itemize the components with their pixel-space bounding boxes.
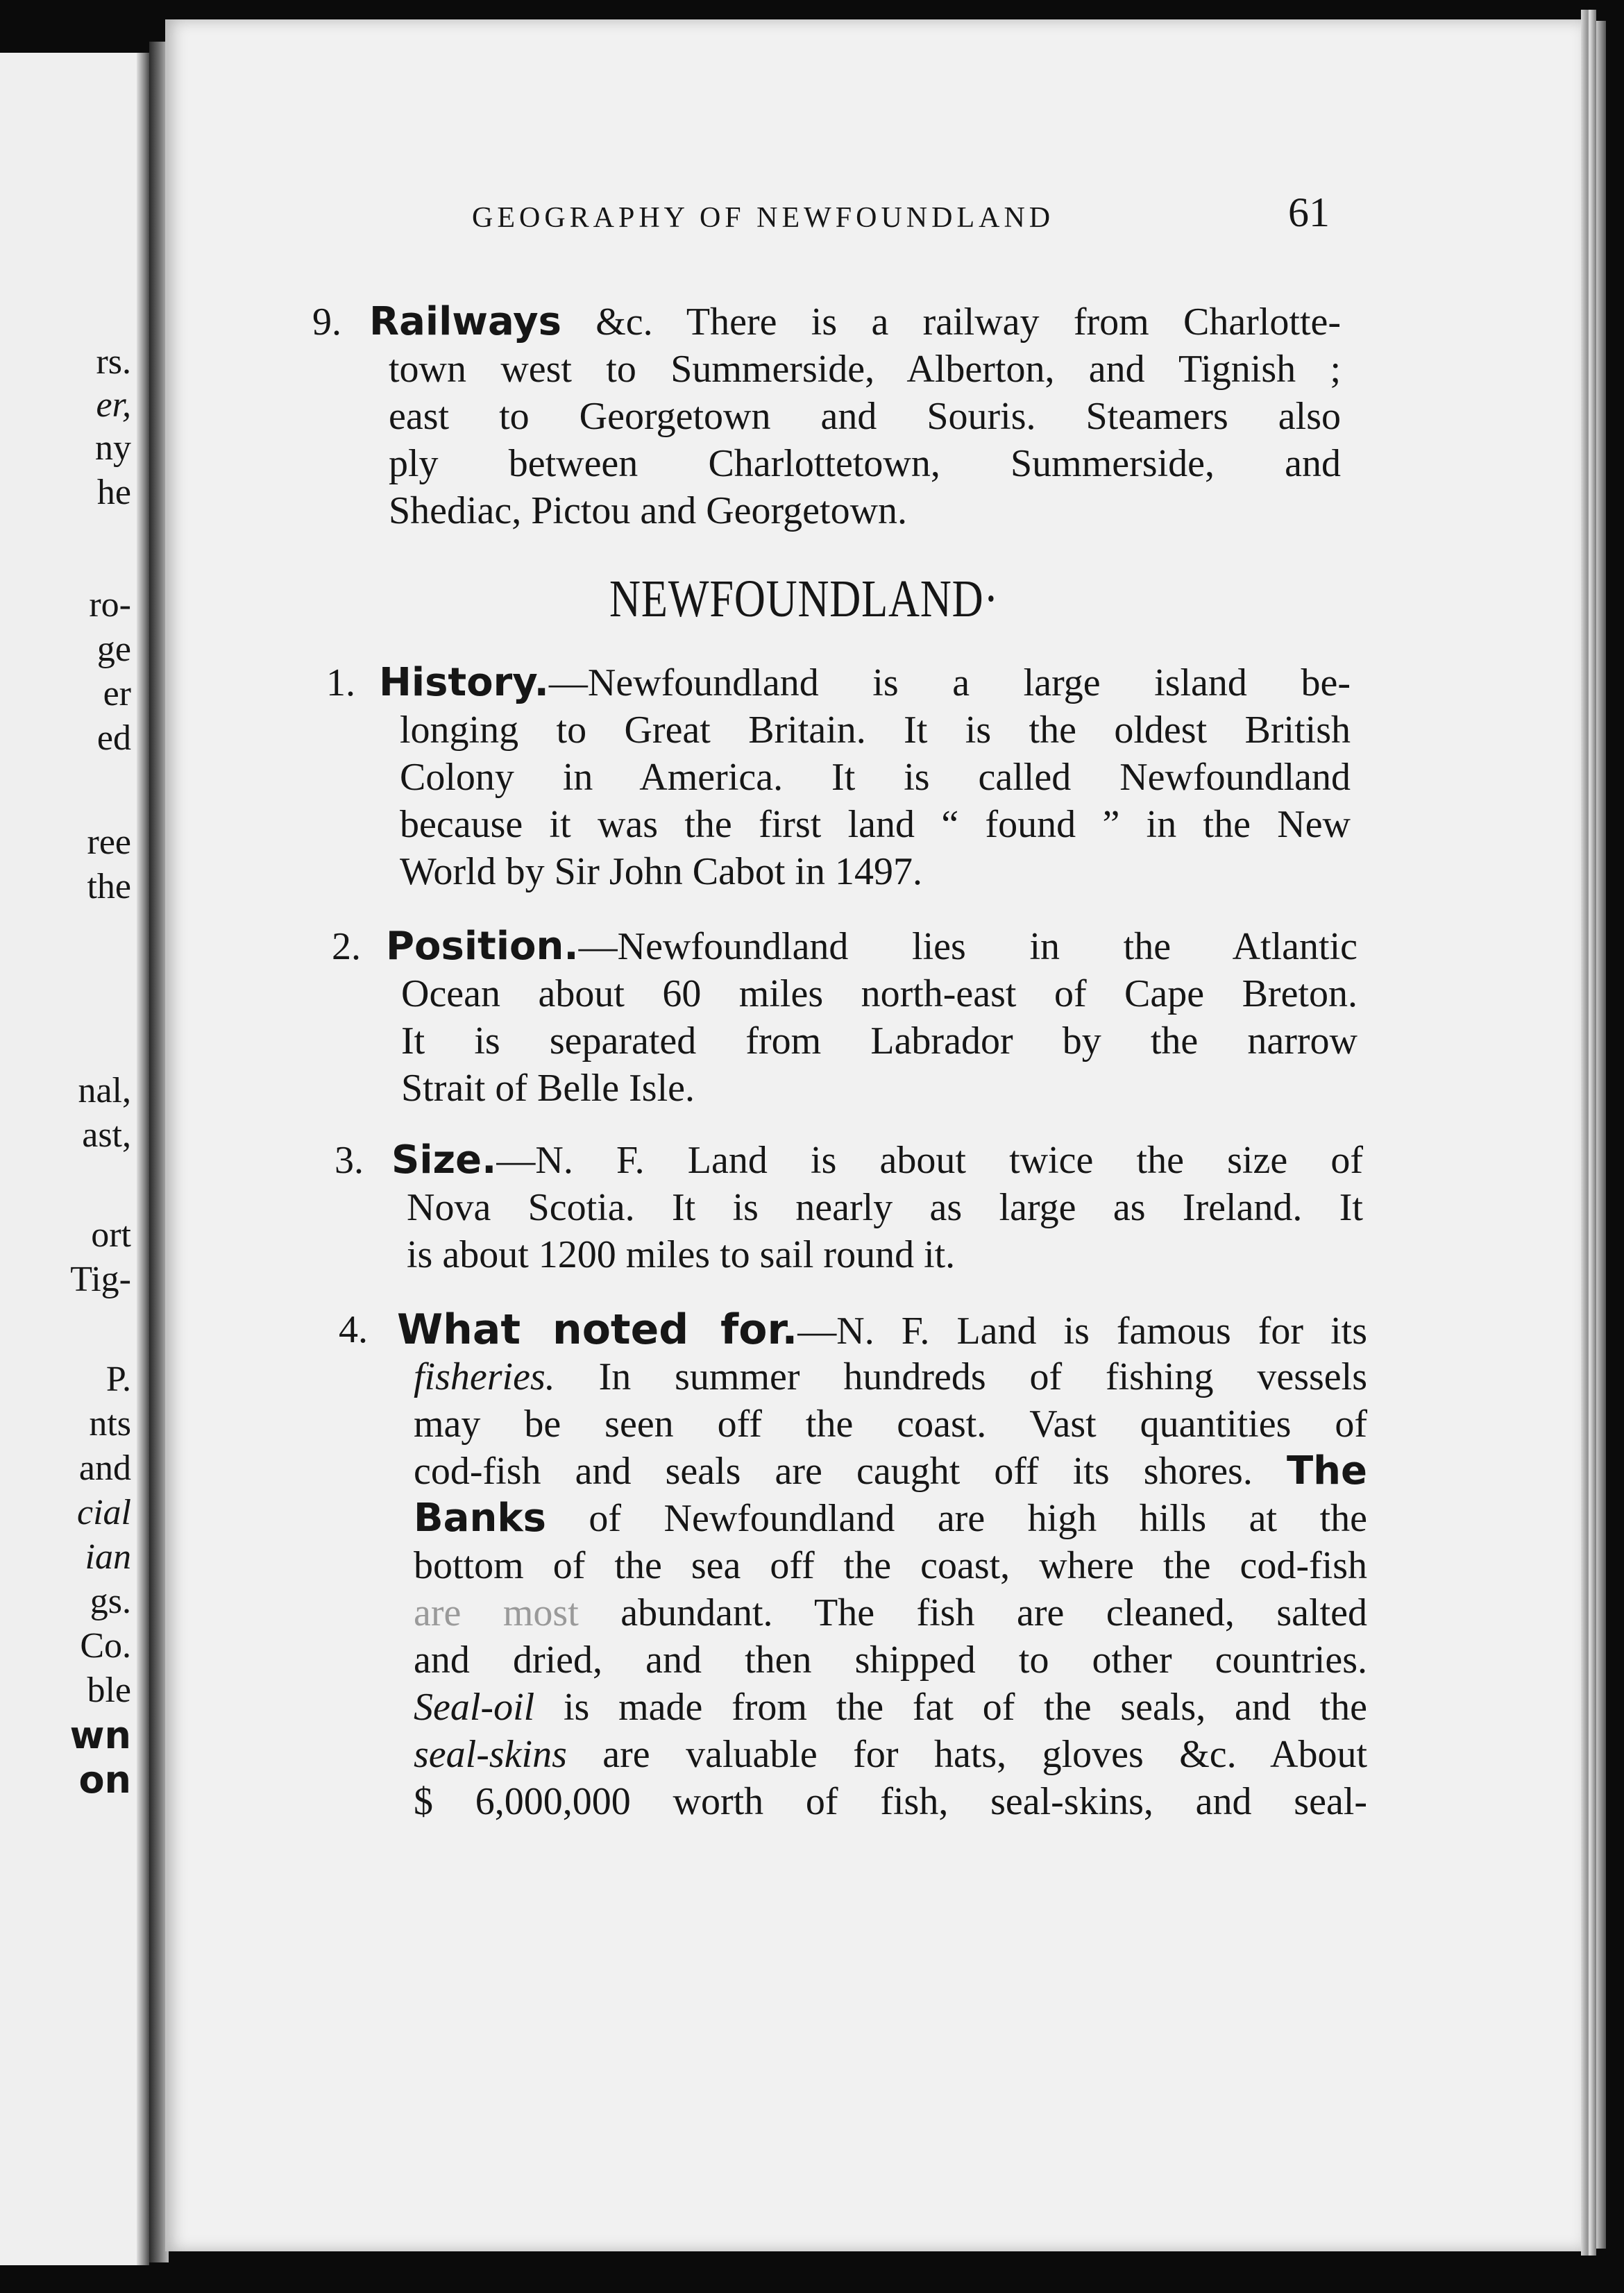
entry-body <box>379 659 1351 706</box>
page-gutter-shadow <box>137 53 149 2265</box>
bold-term: The <box>1286 1448 1367 1494</box>
entry-number: 4. <box>339 1308 368 1351</box>
left-page-fragment: ro- <box>89 585 131 625</box>
left-page-fragment: ian <box>85 1537 131 1577</box>
bold-term: Banks <box>414 1496 546 1541</box>
entry-body <box>397 1306 1367 1355</box>
text-line: World by Sir John Cabot in 1497. <box>400 850 923 893</box>
section-title: NEWFOUNDLAND· <box>609 570 999 628</box>
page-edge-stack <box>1596 21 1606 2249</box>
left-page-fragment: Co. <box>80 1626 131 1666</box>
entry-heading: Position. <box>386 924 579 969</box>
previous-page <box>0 53 149 2265</box>
text-line: and dried, and then shipped to other countries. <box>414 1639 1367 1682</box>
text-line: is about 1200 miles to sail round it. <box>407 1233 956 1276</box>
text-line <box>391 1137 1363 1184</box>
left-page-fragment: ast, <box>82 1115 131 1155</box>
text-fragment: abundant. The fish are cleaned, salted <box>578 1591 1367 1634</box>
text-fragment: is made from the fat of the seals, and the <box>534 1686 1367 1729</box>
text-line <box>369 298 1341 346</box>
left-page-fragment: ort <box>91 1215 131 1255</box>
italic-term: seal-skins <box>414 1733 567 1776</box>
text-line <box>386 923 1357 970</box>
left-page-fragment: gs. <box>90 1582 131 1621</box>
entry-body-cont <box>400 706 1351 895</box>
text-fragment: —N. F. Land is famous for its <box>797 1310 1367 1353</box>
left-page-fragment: wn <box>69 1714 131 1757</box>
text-line: Ocean about 60 miles north-east of Cape Breton. <box>401 972 1357 1015</box>
entry-body-cont <box>414 1353 1367 1825</box>
left-page-fragment: he <box>96 473 131 512</box>
text-line <box>414 1589 1367 1636</box>
text-fragment: —Newfoundland is a large island be- <box>548 661 1351 704</box>
italic-term: fisheries. <box>414 1355 555 1398</box>
left-page-fragment: the <box>87 867 131 906</box>
text-fragment: &c. There is a railway from Charlotte- <box>561 301 1341 344</box>
entry-heading: Railways <box>369 299 561 344</box>
entry-body <box>369 298 1341 346</box>
left-page-fragment: nal, <box>78 1071 131 1110</box>
left-page-fragment: cial <box>77 1493 131 1532</box>
left-page-fragment: rs. <box>96 342 131 382</box>
left-page-fragment: er <box>103 674 131 713</box>
text-line <box>414 1495 1367 1542</box>
left-page-fragment: ny <box>95 428 131 468</box>
left-page-fragment: ed <box>96 718 131 758</box>
left-page-fragment: on <box>78 1758 131 1802</box>
text-line: bottom of the sea off the coast, where the cod-fish <box>414 1544 1367 1587</box>
text-fragment: cod-fish and seals are caught off its shores. <box>414 1450 1253 1493</box>
text-line <box>414 1448 1367 1495</box>
left-page-fragment: nts <box>89 1404 131 1444</box>
text-line: because it was the first land “ found ” in the New <box>400 803 1351 846</box>
entry-heading: History. <box>379 660 549 705</box>
text-line <box>414 1731 1367 1778</box>
entry-body <box>386 923 1357 970</box>
left-page-fragment: ree <box>87 822 131 862</box>
page-number: 61 <box>1288 189 1330 235</box>
left-page-fragment: er, <box>96 385 131 425</box>
left-page-fragment: Tig- <box>70 1260 131 1299</box>
text-line: It is separated from Labrador by the narrow <box>401 1019 1357 1063</box>
text-line: Nova Scotia. It is nearly as large as Ireland. It <box>407 1186 1363 1229</box>
entry-body-cont <box>389 346 1341 534</box>
text-line: Colony in America. It is called Newfoundland <box>400 756 1351 799</box>
entry-body <box>391 1137 1363 1184</box>
text-fragment: —Newfoundland lies in the Atlantic <box>578 925 1357 968</box>
entry-number: 2. <box>332 925 361 968</box>
text-fragment: —N. F. Land is about twice the size of <box>496 1139 1363 1182</box>
text-line: Strait of Belle Isle. <box>401 1067 695 1110</box>
text-line <box>414 1353 1367 1401</box>
entry-number: 1. <box>326 661 355 704</box>
text-line <box>379 659 1351 706</box>
text-line: $ 6,000,000 worth of fish, seal-skins, and seal- <box>414 1780 1367 1823</box>
text-line: town west to Summerside, Alberton, and Tignish ; <box>389 348 1341 391</box>
text-line: may be seen off the coast. Vast quantities of <box>414 1403 1367 1446</box>
page-edge <box>1581 10 1596 2256</box>
text-fragment: In summer hundreds of fishing vessels <box>555 1355 1367 1398</box>
text-line: ply between Charlottetown, Summerside, and <box>389 442 1341 485</box>
faded-text: are most <box>414 1591 579 1634</box>
entry-body-cont <box>407 1184 1363 1278</box>
entry-heading: Size. <box>391 1137 497 1183</box>
text-line: east to Georgetown and Souris. Steamers also <box>389 395 1341 438</box>
left-page-fragment: P. <box>105 1360 131 1399</box>
text-line: Shediac, Pictou and Georgetown. <box>389 489 908 532</box>
running-head: GEOGRAPHY OF NEWFOUNDLAND <box>472 202 1055 234</box>
entry-number: 3. <box>335 1139 364 1182</box>
text-line <box>414 1684 1367 1731</box>
left-page-fragment: ge <box>96 629 131 669</box>
text-fragment: are valuable for hats, gloves &c. About <box>566 1733 1367 1776</box>
entry-heading: What noted for. <box>397 1305 798 1354</box>
entry-body-cont <box>401 970 1357 1112</box>
italic-term: Seal-oil <box>414 1686 535 1729</box>
text-line <box>397 1306 1367 1355</box>
left-page-fragment: ble <box>87 1670 131 1710</box>
left-page-fragment: and <box>78 1448 131 1488</box>
entry-number: 9. <box>312 301 341 344</box>
text-fragment: of Newfoundland are high hills at the <box>545 1497 1367 1540</box>
text-line: longing to Great Britain. It is the oldest British <box>400 709 1351 752</box>
